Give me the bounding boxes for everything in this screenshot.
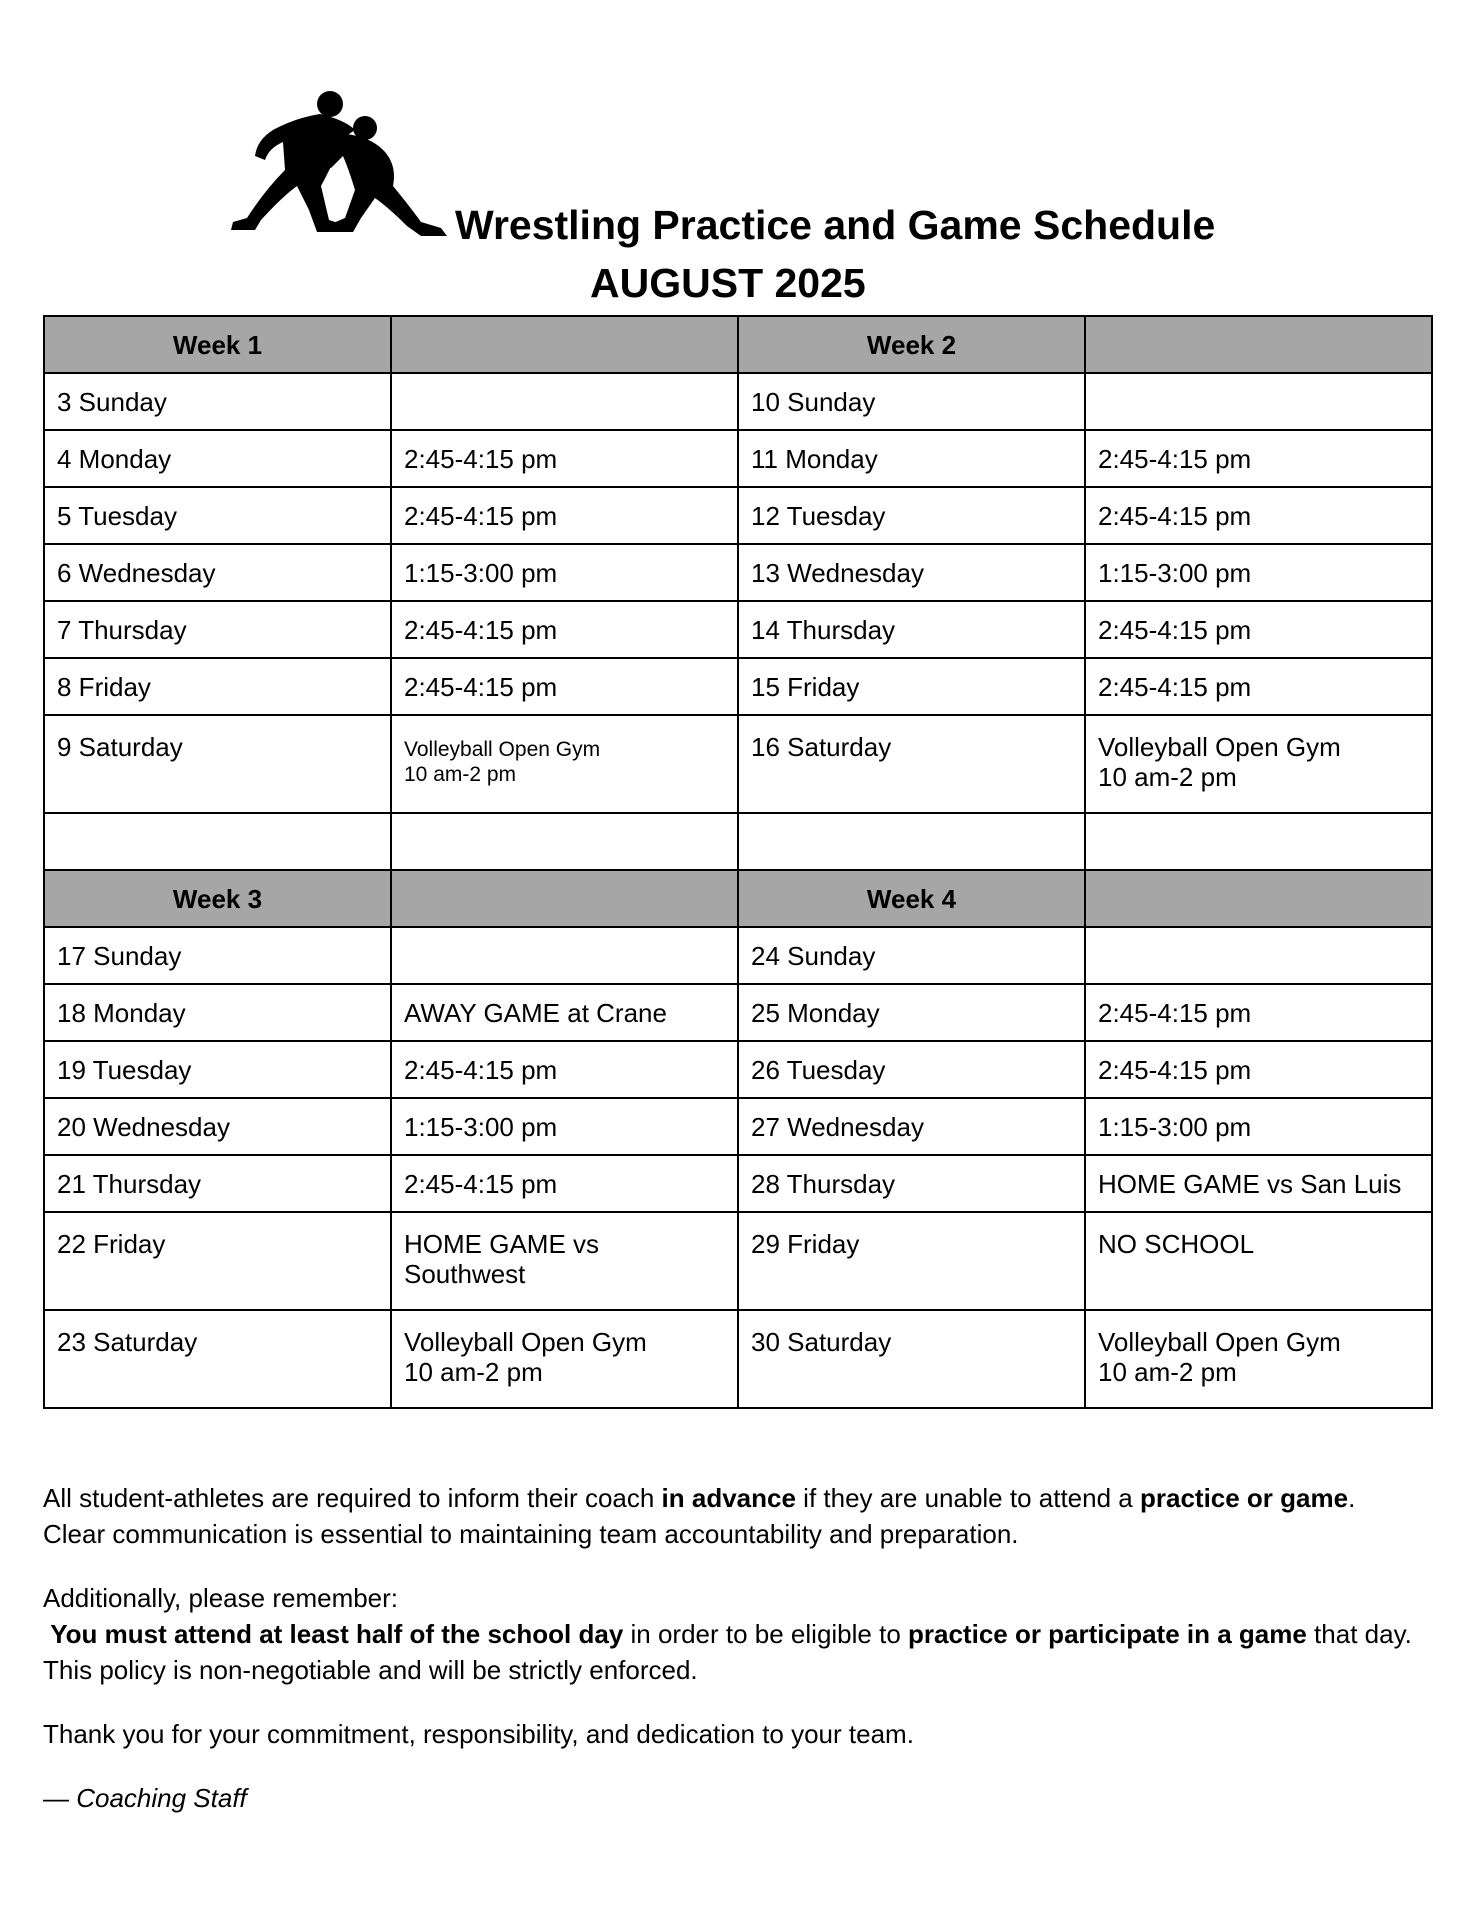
week-label-text: Week 3 bbox=[172, 883, 263, 914]
day-cell-text: 11 Monday bbox=[751, 443, 878, 474]
week-label-text: Week 2 bbox=[866, 329, 957, 360]
notice-text: All student-athletes are required to inform their coach bbox=[43, 1483, 662, 1513]
day-cell bbox=[44, 715, 391, 813]
day-cell-text: 14 Thursday bbox=[751, 614, 896, 645]
schedule-row bbox=[44, 544, 1432, 601]
time-cell bbox=[391, 601, 738, 658]
day-cell-text: 12 Tuesday bbox=[751, 500, 886, 531]
time-cell-text: Volleyball Open Gym bbox=[404, 738, 601, 761]
time-cell bbox=[391, 1041, 738, 1098]
day-cell bbox=[44, 1310, 391, 1408]
day-cell-text: 27 Wednesday bbox=[751, 1111, 924, 1142]
time-cell bbox=[1085, 1041, 1432, 1098]
day-cell-text: 15 Friday bbox=[751, 671, 860, 702]
time-cell bbox=[1085, 430, 1432, 487]
time-cell bbox=[1085, 927, 1432, 984]
day-cell bbox=[738, 1212, 1085, 1310]
time-cell bbox=[391, 487, 738, 544]
day-cell-text: 13 Wednesday bbox=[751, 557, 924, 588]
week-header-blank bbox=[1085, 870, 1432, 927]
policy-intro: Additionally, please remember: bbox=[43, 1583, 399, 1613]
notice-text: if they are unable to attend a bbox=[795, 1483, 1140, 1513]
time-cell bbox=[1085, 1212, 1432, 1310]
time-cell-text: 1:15-3:00 pm bbox=[404, 1111, 558, 1142]
day-cell-text: 24 Sunday bbox=[751, 940, 876, 971]
time-cell-text: 2:45-4:15 pm bbox=[1098, 614, 1252, 645]
time-cell bbox=[391, 715, 738, 813]
page-title: Wrestling Practice and Game Schedule bbox=[455, 202, 1216, 248]
time-cell-text: 2:45-4:15 pm bbox=[404, 500, 558, 531]
time-cell-text: 1:15-3:00 pm bbox=[1098, 557, 1252, 588]
time-cell bbox=[1085, 373, 1432, 430]
day-cell-text: 28 Thursday bbox=[751, 1168, 896, 1199]
time-cell-text: AWAY GAME at Crane bbox=[404, 997, 667, 1028]
wrestlers-logo-icon bbox=[225, 90, 450, 240]
day-cell-text: 8 Friday bbox=[57, 671, 151, 702]
time-cell-text: 2:45-4:15 pm bbox=[404, 1054, 558, 1085]
day-cell-text: 23 Saturday bbox=[57, 1327, 198, 1357]
day-cell bbox=[44, 601, 391, 658]
time-cell-text: 1:15-3:00 pm bbox=[404, 557, 558, 588]
time-cell-text: 2:45-4:15 pm bbox=[1098, 671, 1252, 702]
schedule-row bbox=[44, 487, 1432, 544]
schedule-row bbox=[44, 715, 1432, 813]
day-cell bbox=[738, 715, 1085, 813]
thanks-paragraph: Thank you for your commitment, responsibility, and dedication to your team. bbox=[43, 1719, 914, 1749]
time-cell-text: 2:45-4:15 pm bbox=[1098, 997, 1252, 1028]
time-cell bbox=[391, 1310, 738, 1408]
time-cell bbox=[1085, 1098, 1432, 1155]
day-cell-text: 21 Thursday bbox=[57, 1168, 202, 1199]
policy-text: in order to be eligible to bbox=[623, 1619, 909, 1649]
week-header-row bbox=[44, 870, 1432, 927]
time-cell-text: HOME GAME vs bbox=[404, 1229, 600, 1259]
time-cell-text: 2:45-4:15 pm bbox=[404, 671, 558, 702]
day-cell-text: 20 Wednesday bbox=[57, 1111, 230, 1142]
day-cell bbox=[738, 544, 1085, 601]
notice-text: . bbox=[1348, 1483, 1356, 1513]
day-cell-text: 18 Monday bbox=[57, 997, 186, 1028]
schedule-row bbox=[44, 373, 1432, 430]
schedule-row bbox=[44, 1155, 1432, 1212]
day-cell bbox=[738, 984, 1085, 1041]
time-cell-text: 2:45-4:15 pm bbox=[1098, 1054, 1252, 1085]
day-cell bbox=[738, 601, 1085, 658]
policy-emphasis-practice: practice or participate in a game bbox=[908, 1619, 1307, 1649]
time-cell-text: Volleyball Open Gym bbox=[404, 1327, 647, 1357]
day-cell bbox=[738, 1155, 1085, 1212]
empty-cell bbox=[1085, 813, 1432, 870]
day-cell-text: 10 Sunday bbox=[751, 386, 876, 417]
week-label-text: Week 1 bbox=[172, 329, 263, 360]
time-cell bbox=[391, 1098, 738, 1155]
week-header-blank bbox=[391, 870, 738, 927]
day-cell-text: 29 Friday bbox=[751, 1229, 860, 1259]
schedule-row bbox=[44, 1310, 1432, 1408]
time-cell bbox=[1085, 715, 1432, 813]
time-cell bbox=[391, 430, 738, 487]
day-cell bbox=[738, 430, 1085, 487]
day-cell bbox=[738, 1098, 1085, 1155]
time-cell-subtext: Southwest bbox=[404, 1259, 526, 1289]
week-label bbox=[44, 316, 391, 373]
time-cell-text: Volleyball Open Gym bbox=[1098, 1327, 1341, 1357]
day-cell bbox=[738, 927, 1085, 984]
day-cell-text: 3 Sunday bbox=[57, 386, 167, 417]
time-cell-subtext: 10 am-2 pm bbox=[404, 1357, 543, 1387]
notice-emphasis-practice: practice or game bbox=[1139, 1483, 1349, 1513]
time-cell-text: 2:45-4:15 pm bbox=[404, 614, 558, 645]
day-cell bbox=[44, 430, 391, 487]
notice-paragraph bbox=[43, 1480, 1443, 1552]
week-header-row bbox=[44, 316, 1432, 373]
day-cell bbox=[738, 487, 1085, 544]
day-cell bbox=[44, 1098, 391, 1155]
day-cell bbox=[738, 1310, 1085, 1408]
policy-text: that day. This policy is non-negotiable and will be strictly enforced. bbox=[43, 1619, 1412, 1685]
day-cell bbox=[44, 373, 391, 430]
day-cell bbox=[738, 1041, 1085, 1098]
time-cell bbox=[1085, 601, 1432, 658]
week-label bbox=[738, 316, 1085, 373]
policy-emphasis-attendance: You must attend at least half of the school day bbox=[50, 1619, 624, 1649]
spacer-row bbox=[44, 813, 1432, 870]
empty-cell bbox=[391, 813, 738, 870]
time-cell bbox=[1085, 487, 1432, 544]
week-header-blank bbox=[1085, 316, 1432, 373]
day-cell-text: 7 Thursday bbox=[57, 614, 187, 645]
day-cell bbox=[44, 1041, 391, 1098]
day-cell-text: 9 Saturday bbox=[57, 732, 183, 762]
day-cell-text: 5 Tuesday bbox=[57, 500, 177, 531]
schedule-table bbox=[43, 315, 1433, 1409]
day-cell bbox=[44, 487, 391, 544]
time-cell bbox=[1085, 544, 1432, 601]
day-cell-text: 4 Monday bbox=[57, 443, 172, 474]
empty-cell bbox=[738, 813, 1085, 870]
time-cell bbox=[391, 1155, 738, 1212]
day-cell-text: 19 Tuesday bbox=[57, 1054, 192, 1085]
time-cell bbox=[391, 984, 738, 1041]
notice-emphasis-advance: in advance bbox=[661, 1483, 796, 1513]
time-cell bbox=[391, 658, 738, 715]
time-cell-text: 1:15-3:00 pm bbox=[1098, 1111, 1252, 1142]
schedule-row bbox=[44, 658, 1432, 715]
time-cell bbox=[1085, 658, 1432, 715]
time-cell bbox=[1085, 1155, 1432, 1212]
time-cell-subtext: 10 am-2 pm bbox=[404, 763, 517, 786]
time-cell-subtext: 10 am-2 pm bbox=[1098, 762, 1237, 792]
schedule-row bbox=[44, 1098, 1432, 1155]
day-cell bbox=[44, 1212, 391, 1310]
day-cell bbox=[738, 373, 1085, 430]
time-cell-subtext: 10 am-2 pm bbox=[1098, 1357, 1237, 1387]
time-cell-text: 2:45-4:15 pm bbox=[404, 443, 558, 474]
schedule-row bbox=[44, 601, 1432, 658]
schedule-row bbox=[44, 430, 1432, 487]
time-cell bbox=[1085, 984, 1432, 1041]
schedule-row bbox=[44, 1041, 1432, 1098]
day-cell bbox=[44, 984, 391, 1041]
day-cell-text: 25 Monday bbox=[751, 997, 880, 1028]
week-label-text: Week 4 bbox=[866, 883, 957, 914]
time-cell-text: HOME GAME vs San Luis bbox=[1098, 1168, 1402, 1199]
time-cell bbox=[391, 927, 738, 984]
notes-section bbox=[43, 1480, 1443, 1844]
day-cell bbox=[44, 927, 391, 984]
day-cell-text: 22 Friday bbox=[57, 1229, 166, 1259]
day-cell-text: 17 Sunday bbox=[57, 940, 182, 971]
day-cell-text: 26 Tuesday bbox=[751, 1054, 886, 1085]
week-header-blank bbox=[391, 316, 738, 373]
day-cell-text: 16 Saturday bbox=[751, 732, 892, 762]
schedule-row bbox=[44, 1212, 1432, 1310]
time-cell bbox=[1085, 1310, 1432, 1408]
day-cell bbox=[44, 658, 391, 715]
time-cell bbox=[391, 544, 738, 601]
time-cell-text: 2:45-4:15 pm bbox=[404, 1168, 558, 1199]
time-cell-text: Volleyball Open Gym bbox=[1098, 732, 1341, 762]
day-cell bbox=[44, 1155, 391, 1212]
time-cell-text: NO SCHOOL bbox=[1098, 1229, 1255, 1259]
day-cell-text: 6 Wednesday bbox=[57, 557, 216, 588]
day-cell-text: 30 Saturday bbox=[751, 1327, 892, 1357]
week-label bbox=[738, 870, 1085, 927]
empty-cell bbox=[44, 813, 391, 870]
day-cell bbox=[738, 658, 1085, 715]
week-label bbox=[44, 870, 391, 927]
day-cell bbox=[44, 544, 391, 601]
signature: — Coaching Staff bbox=[43, 1783, 247, 1813]
policy-paragraph bbox=[43, 1580, 1443, 1688]
schedule-row bbox=[44, 927, 1432, 984]
time-cell bbox=[391, 373, 738, 430]
time-cell bbox=[391, 1212, 738, 1310]
time-cell-text: 2:45-4:15 pm bbox=[1098, 443, 1252, 474]
page-subtitle: AUGUST 2025 bbox=[590, 260, 866, 306]
notice-text-line2: Clear communication is essential to maintaining team accountability and preparation. bbox=[43, 1519, 1019, 1549]
schedule-row bbox=[44, 984, 1432, 1041]
time-cell-text: 2:45-4:15 pm bbox=[1098, 500, 1252, 531]
